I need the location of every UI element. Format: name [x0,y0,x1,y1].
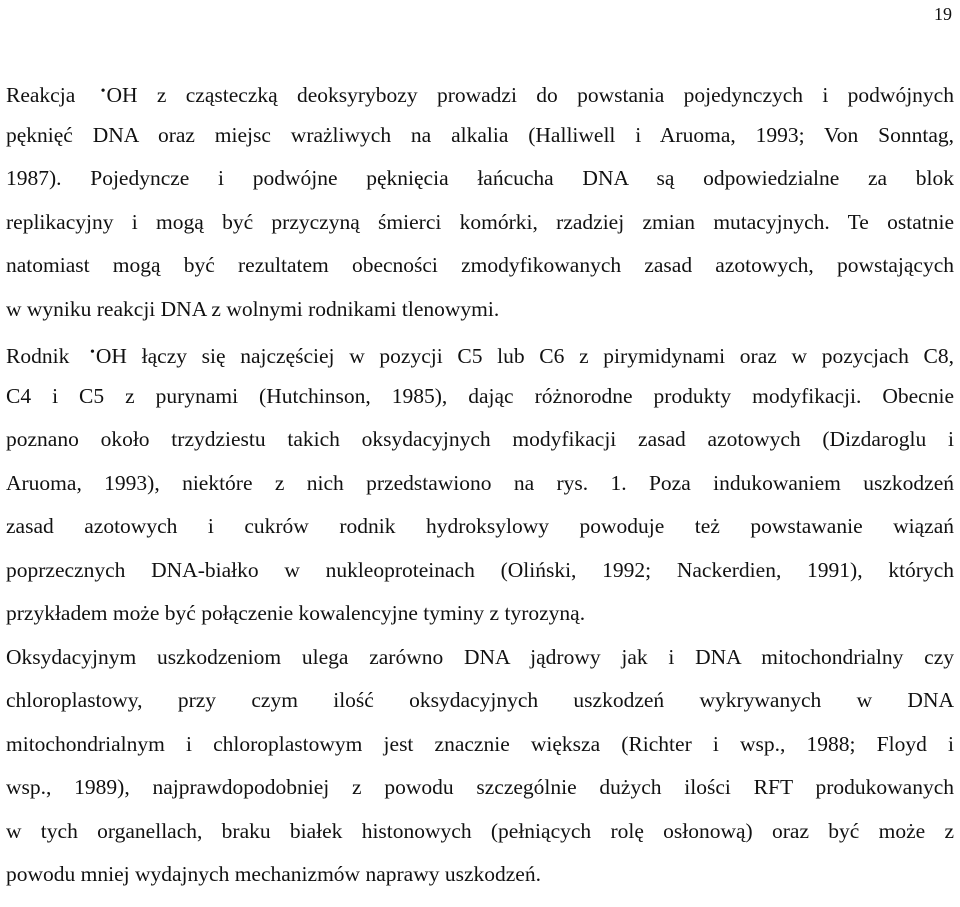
text-span: OH z cząsteczką deoksyrybozy prowadzi do powstania pojedynczych i podwójnych [106,83,954,107]
text-line: wsp., 1989), najprawdopodobniej z powodu szczególnie dużych ilości RFT produkowanych [6,775,954,799]
paragraph-2 [6,331,954,636]
text-line: poznano około trzydziestu takich oksydacyjnych modyfikacji zasad azotowych (Dizdaroglu i [6,427,954,451]
paragraph-1 [6,70,954,331]
text-line: C4 i C5 z purynami (Hutchinson, 1985), dając różnorodne produkty modyfikacji. Obecnie [6,383,954,408]
text-line [6,70,954,114]
text-line: zasad azotowych i cukrów rodnik hydroksylowy powoduje też powstawanie wiązań [6,514,954,538]
text-span: OH łączy się najczęściej w pozycji C5 lub C6 z pirymidynami oraz w pozycjach C8, [95,344,954,368]
text-line: powodu mniej wydajnych mechanizmów naprawy uszkodzeń. [6,862,541,886]
text-line: Aruoma, 1993), niektóre z nich przedstawiono na rys. 1. Poza indukowaniem uszkodzeń [6,470,954,495]
paragraph-3 [6,636,954,897]
text-line: mitochondrialnym i chloroplastowym jest znacznie większa (Richter i wsp., 1988; Floyd i [6,731,954,756]
text-span: Reakcja [6,83,95,107]
text-line: replikacyjny i mogą być przyczyną śmierci komórki, rzadziej zmian mutacyjnych. Te ostatnie [6,209,954,234]
text-line: 1987). Pojedyncze i podwójne pęknięcia łańcucha DNA są odpowiedzialne za blok [6,166,954,190]
radical-dot: • [90,345,95,360]
text-line: chloroplastowy, przy czym ilość oksydacyjnych uszkodzeń wykrywanych w DNA [6,688,954,712]
text-line: w tych organellach, braku białek histonowych (pełniących rolę osłonową) oraz być może z [6,818,954,843]
text-line: natomiast mogą być rezultatem obecności zmodyfikowanych zasad azotowych, powstających [6,253,954,277]
page-number: 19 [934,4,952,24]
text-line: Oksydacyjnym uszkodzeniom ulega zarówno DNA jądrowy jak i DNA mitochondrialny czy [6,644,954,669]
text-line: w wyniku reakcji DNA z wolnymi rodnikami tlenowymi. [6,296,500,321]
radical-dot: • [100,84,106,99]
text-span: Rodnik [6,344,84,368]
text-line: poprzecznych DNA-białko w nukleoproteinach (Oliński, 1992; Nackerdien, 1991), których [6,557,954,582]
document-body [6,70,954,897]
text-line [6,331,954,375]
text-line: przykładem może być połączenie kowalencyjne tyminy z tyrozyną. [6,601,586,625]
text-line: pęknięć DNA oraz miejsc wrażliwych na alkalia (Halliwell i Aruoma, 1993; Von Sonntag, [6,122,954,147]
